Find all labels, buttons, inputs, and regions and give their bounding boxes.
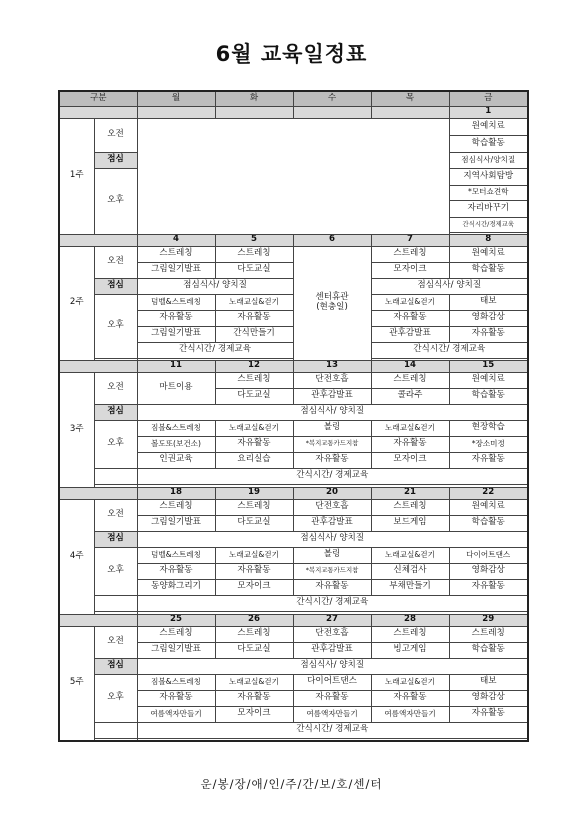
schedule-table bbox=[58, 90, 529, 742]
activity-cell: 관후감발표 bbox=[293, 515, 371, 531]
activity-cell: 태보 bbox=[449, 674, 528, 690]
spacer-cell bbox=[94, 595, 137, 611]
week2-date-row bbox=[59, 234, 528, 246]
header-gubun: 구분 bbox=[59, 91, 137, 106]
date-cell: 14 bbox=[371, 360, 449, 372]
session-morning: 오전 bbox=[94, 499, 137, 531]
activity-cell: 자유활동 bbox=[137, 690, 215, 706]
date-cell: 8 bbox=[449, 234, 528, 246]
activity-cell: 스트레칭 bbox=[137, 499, 215, 515]
activity-cell: 스트레칭 bbox=[215, 626, 293, 642]
header-day-thu: 목 bbox=[371, 91, 449, 106]
activity-cell: 스트레칭 bbox=[137, 626, 215, 642]
date-cell bbox=[59, 360, 137, 372]
date-cell: 5 bbox=[215, 234, 293, 246]
date-cell bbox=[215, 106, 293, 118]
activity-cell: 간식만들기 bbox=[215, 326, 293, 342]
activity-cell: 다도교실 bbox=[215, 642, 293, 658]
activity-cell: 스트레칭 bbox=[215, 499, 293, 515]
snack-cell: 간식시간/ 경제교육 bbox=[137, 595, 528, 611]
activity-cell: 볼링 bbox=[293, 547, 371, 563]
lunch-cell: 점심식사/ 양치질 bbox=[371, 278, 528, 294]
activity-note: *복지교통카드지참 bbox=[293, 436, 371, 452]
activity-cell: 덤벨&스트레칭 bbox=[137, 547, 215, 563]
activity-cell: 동양화그리기 bbox=[137, 579, 215, 595]
activity-cell: 단전호흡 bbox=[293, 626, 371, 642]
activity-cell: 자유활동 bbox=[137, 563, 215, 579]
spacer-cell bbox=[137, 738, 528, 741]
date-cell: 12 bbox=[215, 360, 293, 372]
date-cell bbox=[59, 106, 137, 118]
activity-cell: 스트레칭 bbox=[371, 499, 449, 515]
session-lunch: 점심 bbox=[94, 278, 137, 294]
header-day-wed: 수 bbox=[293, 91, 371, 106]
activity-cell: 자유활동 bbox=[371, 436, 449, 452]
activity-cell: 노래교실&걷기 bbox=[371, 674, 449, 690]
activity-cell: 여름액자만들기 bbox=[371, 706, 449, 722]
activity-cell: 다이어트댄스 bbox=[293, 674, 371, 690]
header-day-tue: 화 bbox=[215, 91, 293, 106]
activity-cell: 다도교실 bbox=[215, 515, 293, 531]
snack-cell: 간식시간/ 경제교육 bbox=[137, 342, 293, 358]
date-cell bbox=[59, 487, 137, 499]
date-cell: 7 bbox=[371, 234, 449, 246]
activity-cell: 단전호흡 bbox=[293, 499, 371, 515]
activity-cell: 자유활동 bbox=[449, 326, 528, 342]
week-label: 5주 bbox=[59, 626, 94, 741]
activity-note: *모터쇼견학 bbox=[449, 185, 528, 200]
activity-cell: 자유활동 bbox=[215, 563, 293, 579]
activity-cell: 원예치료 bbox=[449, 118, 528, 135]
header-day-mon: 월 bbox=[137, 91, 215, 106]
activity-cell: 자리바꾸기 bbox=[449, 200, 528, 217]
lunch-cell: 점심식사/ 양치질 bbox=[137, 278, 293, 294]
week3-date-row bbox=[59, 360, 528, 372]
date-cell: 6 bbox=[293, 234, 371, 246]
activity-cell: 학습활동 bbox=[449, 388, 528, 404]
activity-cell: 모자이크 bbox=[215, 706, 293, 722]
activity-cell: 관후감발표 bbox=[293, 388, 371, 404]
snack-cell: 간식시간/ 경제교육 bbox=[371, 342, 528, 358]
activity-cell: 자유활동 bbox=[449, 579, 528, 595]
session-lunch: 점심 bbox=[94, 531, 137, 547]
activity-cell: 자유활동 bbox=[371, 310, 449, 326]
date-cell: 21 bbox=[371, 487, 449, 499]
session-lunch: 점심 bbox=[94, 658, 137, 674]
activity-cell: 그림일기발표 bbox=[137, 326, 215, 342]
snack-cell: 간식시간/ 경제교육 bbox=[137, 722, 528, 738]
activity-cell: 관후감발표 bbox=[371, 326, 449, 342]
activity-cell: 태보 bbox=[449, 294, 528, 310]
week-label: 3주 bbox=[59, 372, 94, 487]
activity-cell: 스트레칭 bbox=[215, 246, 293, 262]
date-cell bbox=[371, 106, 449, 118]
session-morning: 오전 bbox=[94, 246, 137, 278]
activity-cell: 볼링 bbox=[293, 420, 371, 436]
activity-cell: 다도교실 bbox=[215, 388, 293, 404]
snack-cell: 간식시간/ 경제교육 bbox=[137, 468, 528, 484]
date-cell bbox=[59, 234, 137, 246]
week5-date-row bbox=[59, 614, 528, 626]
activity-cell: 보드게임 bbox=[371, 515, 449, 531]
activity-cell: 다도교실 bbox=[215, 262, 293, 278]
activity-cell: 원예치료 bbox=[449, 372, 528, 388]
activity-cell: 짐볼&스트레칭 bbox=[137, 420, 215, 436]
date-cell bbox=[59, 614, 137, 626]
activity-cell: 학습활동 bbox=[449, 135, 528, 152]
center-name-footer: 운/봉/장/애/인/주/간/보/호/센/터 bbox=[200, 777, 383, 791]
date-cell: 4 bbox=[137, 234, 215, 246]
activity-cell: 노래교실&걷기 bbox=[215, 294, 293, 310]
activity-cell: 자유활동 bbox=[371, 690, 449, 706]
date-cell: 25 bbox=[137, 614, 215, 626]
activity-cell: 자유활동 bbox=[215, 310, 293, 326]
activity-cell: 부채만들기 bbox=[371, 579, 449, 595]
activity-cell: 그림일기발표 bbox=[137, 642, 215, 658]
date-cell: 19 bbox=[215, 487, 293, 499]
activity-cell: 학습활동 bbox=[449, 515, 528, 531]
activity-cell: 인권교육 bbox=[137, 452, 215, 468]
date-cell: 29 bbox=[449, 614, 528, 626]
session-lunch: 점심 bbox=[94, 404, 137, 420]
activity-cell: 스트레칭 bbox=[371, 626, 449, 642]
activity-cell: 스트레칭 bbox=[137, 246, 215, 262]
activity-cell: 짐볼&스트레칭 bbox=[137, 674, 215, 690]
activity-cell: 자유활동 bbox=[215, 436, 293, 452]
date-cell: 13 bbox=[293, 360, 371, 372]
activity-note: *복지교통카드지참 bbox=[293, 563, 371, 579]
session-lunch: 점심 bbox=[94, 152, 137, 168]
date-cell: 27 bbox=[293, 614, 371, 626]
week1-date-row bbox=[59, 106, 528, 118]
session-afternoon: 오후 bbox=[94, 547, 137, 595]
activity-cell: 학습활동 bbox=[449, 642, 528, 658]
activity-cell: 덤벨&스트레칭 bbox=[137, 294, 215, 310]
activity-cell: 스트레칭 bbox=[215, 372, 293, 388]
activity-cell: 노래교실&걷기 bbox=[215, 420, 293, 436]
activity-cell: 노래교실&걷기 bbox=[215, 547, 293, 563]
activity-cell: 노래교실&걷기 bbox=[371, 294, 449, 310]
spacer-cell bbox=[94, 722, 137, 738]
week1-empty-area bbox=[137, 118, 449, 234]
activity-cell: 노래교실&걷기 bbox=[371, 420, 449, 436]
session-morning: 오전 bbox=[94, 372, 137, 404]
activity-cell: 지역사회탐방 bbox=[449, 168, 528, 185]
activity-cell: 스트레칭 bbox=[371, 372, 449, 388]
activity-cell: 영화감상 bbox=[449, 690, 528, 706]
activity-cell: 노래교실&걷기 bbox=[215, 674, 293, 690]
closed-notice bbox=[293, 246, 371, 360]
activity-cell: 신체검사 bbox=[371, 563, 449, 579]
activity-cell: 자유활동 bbox=[215, 690, 293, 706]
date-cell: 22 bbox=[449, 487, 528, 499]
activity-cell: 자유활동 bbox=[293, 690, 371, 706]
activity-cell: 점심식사/양치질 bbox=[449, 152, 528, 168]
activity-cell: 요리실습 bbox=[215, 452, 293, 468]
header-day-fri: 금 bbox=[449, 91, 528, 106]
activity-cell: 원예치료 bbox=[449, 499, 528, 515]
activity-cell: 마트이용 bbox=[137, 372, 215, 404]
activity-cell: 간식시간/경제교육 bbox=[449, 217, 528, 232]
activity-cell: 노래교실&걷기 bbox=[371, 547, 449, 563]
date-cell bbox=[293, 106, 371, 118]
date-cell: 28 bbox=[371, 614, 449, 626]
lunch-cell: 점심식사/ 양치질 bbox=[137, 658, 528, 674]
activity-cell: 관후감발표 bbox=[293, 642, 371, 658]
activity-cell: 여름액자만들기 bbox=[293, 706, 371, 722]
spacer-cell bbox=[94, 738, 137, 741]
week-label: 1주 bbox=[59, 118, 94, 234]
activity-cell: 자유활동 bbox=[449, 706, 528, 722]
page-title: 6월 교육일정표 bbox=[215, 42, 368, 66]
header-row bbox=[59, 91, 528, 106]
session-afternoon: 오후 bbox=[94, 294, 137, 358]
date-cell bbox=[137, 106, 215, 118]
closed-notice-text: 센터휴관 (현충일) bbox=[315, 292, 349, 312]
date-cell: 26 bbox=[215, 614, 293, 626]
activity-cell: 자유활동 bbox=[137, 310, 215, 326]
activity-note: *장소미정 bbox=[449, 436, 528, 452]
date-cell: 15 bbox=[449, 360, 528, 372]
activity-cell: 콜라주 bbox=[371, 388, 449, 404]
date-cell: 1 bbox=[449, 106, 528, 118]
lunch-cell: 점심식사/ 양치질 bbox=[137, 531, 528, 547]
activity-cell: 다이어트댄스 bbox=[449, 547, 528, 563]
activity-cell: 자유활동 bbox=[449, 452, 528, 468]
activity-cell: 모자이크 bbox=[371, 452, 449, 468]
activity-cell: 그림일기발표 bbox=[137, 515, 215, 531]
activity-cell: 자유활동 bbox=[293, 579, 371, 595]
activity-cell: 볼도또(보건소) bbox=[137, 436, 215, 452]
activity-cell: 단전호흡 bbox=[293, 372, 371, 388]
activity-cell: 모자이크 bbox=[371, 262, 449, 278]
lunch-cell: 점심식사/ 양치질 bbox=[137, 404, 528, 420]
activity-cell: 자유활동 bbox=[293, 452, 371, 468]
session-morning: 오전 bbox=[94, 118, 137, 152]
week4-date-row bbox=[59, 487, 528, 499]
activity-cell: 원예치료 bbox=[449, 246, 528, 262]
session-afternoon: 오후 bbox=[94, 420, 137, 468]
activity-cell: 스트레칭 bbox=[371, 246, 449, 262]
week-label: 2주 bbox=[59, 246, 94, 360]
activity-cell: 여름액자만들기 bbox=[137, 706, 215, 722]
activity-cell: 모자이크 bbox=[215, 579, 293, 595]
session-afternoon: 오후 bbox=[94, 168, 137, 234]
activity-cell: 빙고게임 bbox=[371, 642, 449, 658]
activity-cell: 영화감상 bbox=[449, 310, 528, 326]
activity-cell: 스트레칭 bbox=[449, 626, 528, 642]
activity-cell: 영화감상 bbox=[449, 563, 528, 579]
session-morning: 오전 bbox=[94, 626, 137, 658]
spacer-cell bbox=[94, 468, 137, 484]
date-cell: 18 bbox=[137, 487, 215, 499]
date-cell: 11 bbox=[137, 360, 215, 372]
activity-cell: 그림일기발표 bbox=[137, 262, 215, 278]
date-cell: 20 bbox=[293, 487, 371, 499]
session-afternoon: 오후 bbox=[94, 674, 137, 722]
activity-cell: 학습활동 bbox=[449, 262, 528, 278]
activity-cell: 현장학습 bbox=[449, 420, 528, 436]
week-label: 4주 bbox=[59, 499, 94, 614]
